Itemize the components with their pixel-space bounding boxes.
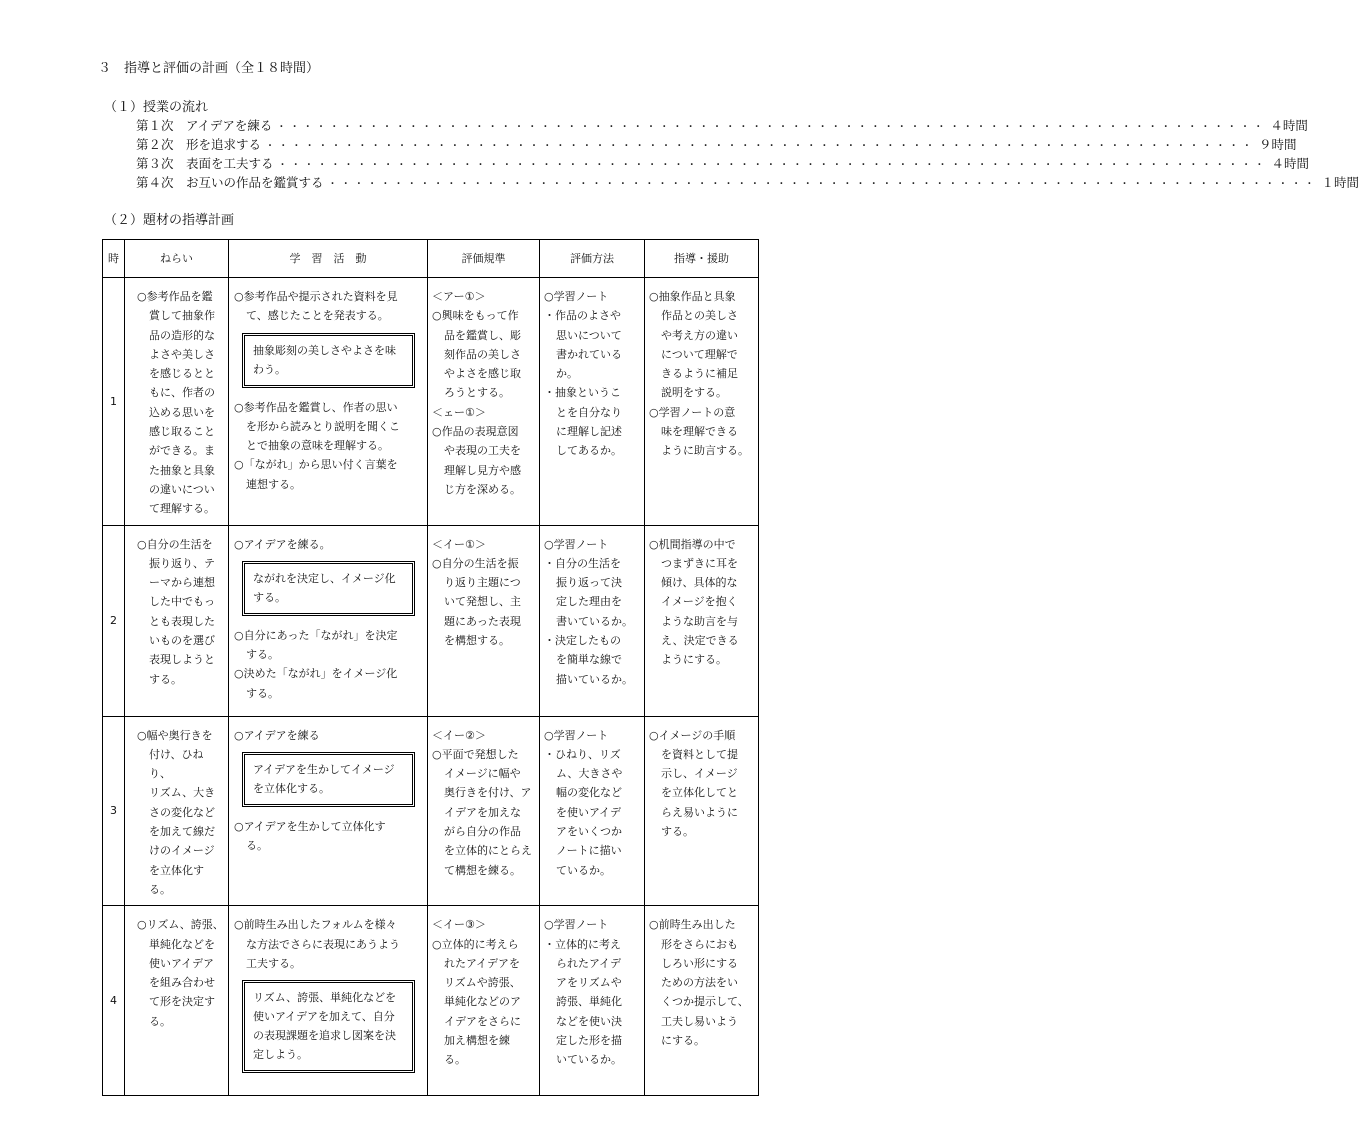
text-line: ○机間指導の中で bbox=[649, 537, 736, 551]
text-line: を立体的にとらえ bbox=[444, 844, 532, 858]
text-line: 工夫し易いよう bbox=[661, 1014, 738, 1028]
section-heading: ３ 指導と評価の計画（全１８時間） bbox=[98, 61, 320, 76]
flow-hours: ４時間 bbox=[1271, 156, 1310, 171]
text-line: 表現しようと bbox=[149, 653, 215, 667]
activity-box bbox=[242, 752, 415, 807]
guidance-cell bbox=[645, 716, 759, 906]
text-line: などを使い決 bbox=[556, 1014, 622, 1028]
text-line: いているか。 bbox=[556, 1053, 622, 1067]
text-line: を立体化する。 bbox=[253, 781, 330, 795]
text-line: する。 bbox=[253, 590, 286, 604]
guidance-cell bbox=[645, 278, 759, 526]
table-row bbox=[103, 906, 759, 1096]
flow-hours: ９時間 bbox=[1259, 137, 1297, 152]
text-line: な方法でさらに表現にあうよう bbox=[246, 937, 400, 951]
text-line: リズムや誇張、 bbox=[444, 976, 521, 990]
text-line: ・立体的に考え bbox=[544, 937, 621, 951]
text-line: を組み合わせ bbox=[149, 976, 215, 990]
flow-label: 第３次 表面を工夫する bbox=[136, 156, 274, 171]
text-line: 振り返り、テ bbox=[149, 556, 215, 570]
text-line: イデアを加えな bbox=[444, 805, 521, 819]
text-line: 品の造形的な bbox=[149, 328, 215, 342]
text-line: しろい形にする bbox=[661, 956, 738, 970]
text-line: ができる。ま bbox=[149, 444, 215, 458]
text-line: 単純化などのア bbox=[444, 995, 521, 1009]
table-header-row bbox=[103, 240, 759, 278]
text-line: て形を決定す bbox=[149, 995, 215, 1009]
text-line: 題にあった表現 bbox=[444, 614, 521, 628]
text-line: ○学習ノート bbox=[544, 728, 609, 742]
text-line: もに、作者の bbox=[149, 386, 215, 400]
text-line: 感じ取ること bbox=[149, 425, 215, 439]
text-line: を形から読みとり説明を聞くこ bbox=[246, 419, 400, 433]
text-line: とで抽象の意味を理解する。 bbox=[246, 439, 389, 453]
text-line: する。 bbox=[149, 672, 182, 686]
text-line: つまずきに耳を bbox=[661, 556, 738, 570]
header-period: 時 bbox=[103, 240, 125, 278]
text-line: ＜イー③＞ bbox=[432, 918, 486, 932]
header-aim: ねらい bbox=[125, 240, 229, 278]
period-number: 3 bbox=[103, 716, 125, 906]
text-line: ○抽象作品と具象 bbox=[649, 290, 736, 303]
text-line: について理解で bbox=[661, 347, 738, 361]
text-line: 付け、ひねり、 bbox=[149, 747, 204, 781]
text-line: らえ易いように bbox=[661, 805, 738, 819]
text-line: や表現の工夫を bbox=[444, 444, 521, 458]
text-line: アイデアを生かしてイメージ bbox=[253, 762, 395, 776]
table-row bbox=[103, 525, 759, 716]
text-line: ノートに描い bbox=[556, 844, 622, 858]
text-line: ○参考作品や提示された資料を見 bbox=[234, 290, 398, 303]
text-line: ○イメージの手順 bbox=[649, 728, 736, 742]
text-line: 刻作品の美しさ bbox=[444, 347, 521, 361]
text-line: アをリズムや bbox=[556, 976, 622, 990]
text-line: て理解する。 bbox=[149, 502, 215, 516]
text-line: を構想する。 bbox=[444, 634, 510, 648]
text-line: 定した理由を bbox=[556, 595, 622, 609]
criteria-cell bbox=[428, 278, 540, 526]
flow-row bbox=[136, 173, 1359, 191]
text-line: 説明をする。 bbox=[661, 386, 727, 400]
text-line: ○学習ノートの意 bbox=[649, 405, 736, 419]
flow-row bbox=[136, 116, 1308, 134]
text-line: とも表現した bbox=[149, 614, 215, 628]
text-line: 定した形を描 bbox=[556, 1034, 622, 1048]
aim-cell bbox=[125, 906, 229, 1096]
text-line: の表現課題を追求し図案を決 bbox=[253, 1029, 396, 1043]
period-number: 4 bbox=[103, 906, 125, 1096]
guidance-cell bbox=[645, 525, 759, 716]
lesson-flow-title: （１）授業の流れ bbox=[104, 100, 209, 115]
text-line: ○学習ノート bbox=[544, 290, 609, 303]
text-line: れたアイデアを bbox=[444, 956, 521, 970]
text-line: ム、大きさや bbox=[556, 767, 623, 781]
text-line: ような助言を与 bbox=[661, 614, 738, 628]
text-line: いものを選び bbox=[149, 634, 215, 648]
text-line: 作品との美しさ bbox=[661, 309, 738, 323]
text-line: 品を鑑賞し、彫 bbox=[444, 328, 521, 342]
text-line: ○「ながれ」から思い付く言葉を bbox=[234, 458, 398, 472]
text-line: り返り主題につ bbox=[444, 576, 521, 590]
text-line: とを自分なり bbox=[556, 405, 622, 419]
text-line: ○興味をもって作 bbox=[432, 309, 519, 323]
text-line: 思いについて bbox=[556, 328, 622, 342]
text-line: じ方を深める。 bbox=[444, 482, 521, 496]
text-line: 工夫する。 bbox=[246, 956, 301, 970]
text-line: くつか提示して、 bbox=[661, 995, 749, 1009]
activity-cell bbox=[229, 906, 428, 1096]
guidance-cell bbox=[645, 906, 759, 1096]
text-line: よさや美しさ bbox=[149, 347, 215, 361]
aim-cell bbox=[125, 278, 229, 526]
text-line: を資料として提 bbox=[661, 747, 738, 761]
text-line: ○立体的に考えら bbox=[432, 937, 519, 951]
text-line: にする。 bbox=[661, 1034, 705, 1048]
flow-label: 第４次 お互いの作品を鑑賞する bbox=[136, 175, 324, 190]
text-line: ○学習ノート bbox=[544, 537, 609, 551]
activity-cell bbox=[229, 525, 428, 716]
activity-box bbox=[242, 333, 415, 388]
text-line: する。 bbox=[246, 648, 279, 662]
text-line: 振り返って決 bbox=[556, 576, 622, 590]
text-line: ための方法をい bbox=[661, 976, 738, 990]
activity-cell bbox=[229, 278, 428, 526]
text-line: 味を理解できる bbox=[661, 425, 738, 439]
text-line: ・自分の生活を bbox=[544, 556, 621, 570]
text-line: 加え構想を練 bbox=[444, 1034, 510, 1048]
text-line: イメージを抱く bbox=[661, 595, 738, 609]
text-line: ながれを決定し、イメージ化 bbox=[253, 571, 396, 585]
text-line: を感じるとと bbox=[149, 367, 215, 381]
aim-cell bbox=[125, 525, 229, 716]
text-line: を立体化してと bbox=[661, 786, 738, 800]
aim-cell bbox=[125, 716, 229, 906]
text-line: 抽象彫刻の美しさやよさを味 bbox=[253, 343, 396, 357]
dot-leader: ・・・・・・・・・・・・・・・・・・・・・・・・・・・・・・・・・・・・・・・・・・・・・・・・・・・・・・・・・・・・・・・・・・・・・・・・・・・ bbox=[265, 140, 1256, 152]
text-line: リズム、大き bbox=[149, 786, 216, 800]
header-guidance: 指導・援助 bbox=[645, 240, 759, 278]
flow-label: 第２次 形を追求する bbox=[136, 137, 262, 152]
text-line: る。 bbox=[149, 1014, 171, 1028]
text-line: ＜イー②＞ bbox=[432, 728, 486, 742]
text-line: ○平面で発想した bbox=[432, 747, 519, 761]
text-line: 奥行きを付け、ア bbox=[444, 786, 532, 800]
dot-leader: ・・・・・・・・・・・・・・・・・・・・・・・・・・・・・・・・・・・・・・・・・・・・・・・・・・・・・・・・・・・・・・・・・・・・・・・・・・・ bbox=[276, 121, 1267, 133]
text-line: リズム、誇張、単純化などを bbox=[253, 991, 397, 1005]
text-line: の違いについ bbox=[149, 482, 215, 496]
text-line: ○参考作品を鑑賞し、作者の思い bbox=[234, 400, 398, 414]
text-line: る。 bbox=[444, 1053, 466, 1067]
text-line: ○自分にあった「ながれ」を決定 bbox=[234, 628, 398, 642]
text-line: や考え方の違い bbox=[661, 328, 738, 342]
text-line: に理解し記述 bbox=[556, 425, 622, 439]
text-line: る。 bbox=[246, 839, 268, 853]
text-line: た抽象と具象 bbox=[149, 463, 215, 477]
flow-label: 第１次 アイデアを練る bbox=[136, 118, 273, 133]
unit-plan-title: （２）題材の指導計画 bbox=[104, 213, 235, 228]
text-line: ○アイデアを練る。 bbox=[234, 537, 331, 551]
criteria-cell bbox=[428, 906, 540, 1096]
text-line: ーマから連想 bbox=[149, 576, 215, 590]
text-line: ○自分の生活を bbox=[137, 537, 213, 551]
text-line: ○アイデアを生かして立体化す bbox=[234, 819, 386, 833]
text-line: 書いているか。 bbox=[556, 614, 633, 628]
text-line: ○幅や奥行きを bbox=[137, 728, 213, 742]
table-row bbox=[103, 278, 759, 526]
text-line: 込める思いを bbox=[149, 405, 215, 419]
text-line: ○リズム、誇張、 bbox=[137, 918, 224, 932]
text-line: ○参考作品を鑑 bbox=[137, 290, 213, 303]
text-line: 理解し見方や感 bbox=[444, 463, 521, 477]
text-line: ○前時生み出したフォルムを様々 bbox=[234, 918, 397, 932]
text-line: 単純化などを bbox=[149, 937, 215, 951]
text-line: する。 bbox=[246, 686, 279, 700]
method-cell bbox=[540, 716, 645, 906]
text-line: ＜アー①＞ bbox=[432, 290, 486, 303]
method-cell bbox=[540, 525, 645, 716]
method-cell bbox=[540, 278, 645, 526]
text-line: ○前時生み出した bbox=[649, 918, 736, 932]
text-line: 書かれている bbox=[556, 347, 622, 361]
text-line: を加えて線だ bbox=[149, 825, 215, 839]
text-line: ・作品のよさや bbox=[544, 309, 621, 323]
text-line: 描いているか。 bbox=[556, 672, 633, 686]
text-line: した中でもっ bbox=[149, 595, 215, 609]
header-activity: 学 習 活 動 bbox=[229, 240, 428, 278]
text-line: ○決めた「ながれ」をイメージ化 bbox=[234, 667, 398, 681]
text-line: がら自分の作品 bbox=[444, 825, 521, 839]
criteria-cell bbox=[428, 525, 540, 716]
text-line: する。 bbox=[661, 825, 694, 839]
period-number: 2 bbox=[103, 525, 125, 716]
header-method: 評価方法 bbox=[540, 240, 645, 278]
text-line: て、感じたことを発表する。 bbox=[246, 309, 389, 323]
text-line: さの変化など bbox=[149, 805, 215, 819]
text-line: 傾け、具体的な bbox=[661, 576, 738, 590]
unit-plan-table bbox=[102, 239, 759, 1096]
flow-hours: １時間 bbox=[1321, 175, 1359, 190]
text-line: を簡単な線で bbox=[556, 653, 622, 667]
dot-leader: ・・・・・・・・・・・・・・・・・・・・・・・・・・・・・・・・・・・・・・・・・・・・・・・・・・・・・・・・・・・・・・・・・・・・・・・・・・・ bbox=[327, 178, 1318, 190]
criteria-cell bbox=[428, 716, 540, 906]
text-line: ように助言する。 bbox=[661, 444, 749, 458]
method-cell bbox=[540, 906, 645, 1096]
text-line: ・ひねり、リズ bbox=[544, 747, 621, 761]
text-line: 連想する。 bbox=[246, 477, 301, 491]
text-line: ろうとする。 bbox=[444, 386, 510, 400]
text-line: ・決定したもの bbox=[544, 634, 621, 648]
text-line: を立体化する。 bbox=[149, 863, 204, 896]
header-criteria: 評価規準 bbox=[428, 240, 540, 278]
text-line: 形をさらにおも bbox=[661, 937, 738, 951]
text-line: ○作品の表現意図 bbox=[432, 425, 519, 439]
text-line: きるように補足 bbox=[661, 367, 738, 381]
text-line: ＜イー①＞ bbox=[432, 537, 486, 551]
text-line: わう。 bbox=[253, 362, 286, 376]
text-line: いて発想し、主 bbox=[444, 595, 521, 609]
text-line: してあるか。 bbox=[556, 444, 622, 458]
text-line: ているか。 bbox=[556, 863, 611, 877]
text-line: けのイメージ bbox=[149, 844, 215, 858]
text-line: 幅の変化など bbox=[556, 786, 622, 800]
text-line: ・抽象というこ bbox=[544, 386, 621, 400]
flow-hours: ４時間 bbox=[1270, 118, 1308, 133]
text-line: ＜ェー①＞ bbox=[432, 405, 486, 419]
text-line: ようにする。 bbox=[661, 653, 727, 667]
text-line: ○アイデアを練る bbox=[234, 728, 320, 742]
flow-row bbox=[136, 135, 1297, 153]
activity-cell bbox=[229, 716, 428, 906]
text-line: ○学習ノート bbox=[544, 918, 609, 932]
period-number: 1 bbox=[103, 278, 125, 526]
text-line: か。 bbox=[556, 367, 578, 381]
text-line: られたアイデ bbox=[556, 956, 622, 970]
text-line: 定しよう。 bbox=[253, 1048, 308, 1062]
text-line: 誇張、単純化 bbox=[556, 995, 622, 1009]
text-line: を使いアイデ bbox=[556, 805, 622, 819]
text-line: やよさを感じ取 bbox=[444, 367, 521, 381]
text-line: え、決定できる bbox=[661, 634, 739, 648]
text-line: 示し、イメージ bbox=[661, 767, 738, 781]
dot-leader: ・・・・・・・・・・・・・・・・・・・・・・・・・・・・・・・・・・・・・・・・・・・・・・・・・・・・・・・・・・・・・・・・・・・・・・・・・・・ bbox=[277, 159, 1268, 171]
text-line: 賞して抽象作 bbox=[149, 309, 215, 323]
text-line: ○自分の生活を振 bbox=[432, 556, 519, 570]
text-line: イデアをさらに bbox=[444, 1014, 521, 1028]
text-line: 使いアイデア bbox=[149, 956, 215, 970]
text-line: 使いアイデアを加えて、自分 bbox=[253, 1010, 395, 1024]
text-line: アをいくつか bbox=[556, 825, 622, 839]
activity-box bbox=[242, 980, 415, 1073]
text-line: イメージに幅や bbox=[444, 767, 521, 781]
activity-box bbox=[242, 561, 415, 616]
flow-row bbox=[136, 154, 1310, 172]
text-line: て構想を練る。 bbox=[444, 863, 521, 877]
table-row bbox=[103, 716, 759, 906]
